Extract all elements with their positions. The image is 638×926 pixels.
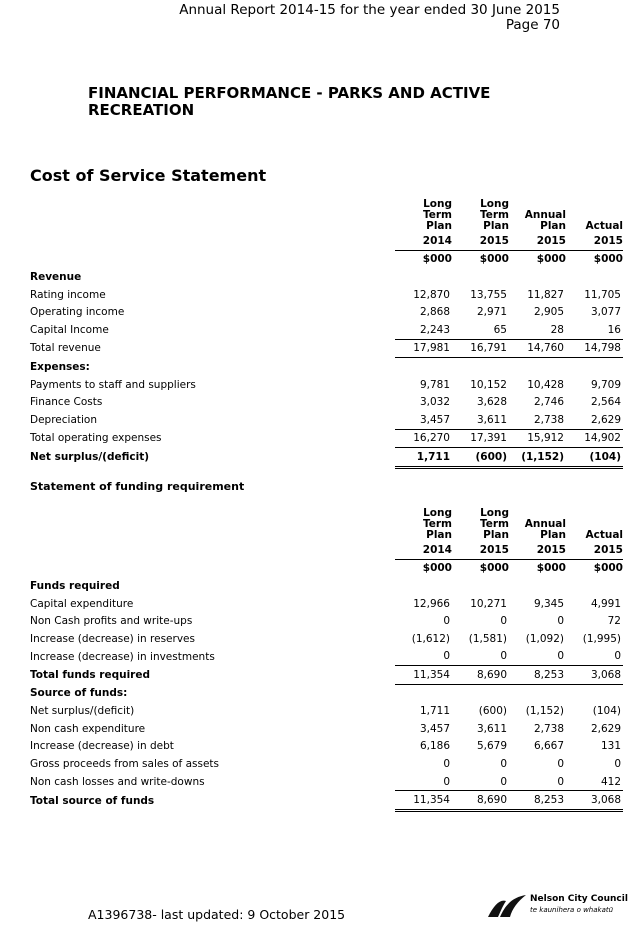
value-cell: 10,271 (470, 597, 507, 610)
value-cell: 3,611 (476, 722, 507, 735)
report-header (179, 3, 560, 33)
col-head-ltp-2014: Long Term Plan (422, 198, 452, 232)
value-cell: 28 (509, 321, 566, 339)
unit-cell: $000 (452, 250, 509, 268)
value-cell: (1,152) (509, 448, 566, 468)
row-label: Total revenue (30, 342, 101, 355)
value-cell: 412 (566, 773, 623, 791)
table-row (30, 702, 623, 720)
value-cell: 2,564 (590, 396, 621, 409)
value-cell: 15,912 (509, 429, 566, 448)
value-cell: 9,709 (590, 378, 621, 391)
row-label: Total source of funds (30, 794, 155, 807)
value-cell: 3,457 (395, 411, 452, 429)
total-source-of-funds-row (30, 791, 623, 811)
value-cell: 72 (607, 615, 621, 628)
value-cell: 3,032 (419, 396, 450, 409)
logo-name: Nelson City Council (530, 894, 628, 904)
year-cell: 2015 (509, 232, 566, 250)
value-cell: 3,068 (566, 666, 623, 685)
unit-cell: $000 (509, 559, 566, 577)
table-row (30, 411, 623, 429)
table-row (30, 376, 623, 394)
section-label: Source of funds: (30, 687, 128, 700)
value-cell: 0 (443, 615, 450, 628)
value-cell: 131 (600, 740, 621, 753)
value-cell: 65 (452, 321, 509, 339)
logo-tagline: te kaunihera o whakatū (530, 906, 614, 914)
value-cell: 5,679 (476, 740, 507, 753)
table-row (30, 286, 623, 304)
table-row (30, 393, 623, 411)
revenue-section-label (30, 268, 623, 286)
value-cell: 14,798 (566, 339, 623, 358)
table-row (30, 755, 623, 773)
document-footer: A1396738- last updated: 9 October 2015 (88, 907, 346, 922)
value-cell: 2,905 (533, 306, 564, 319)
unit-cell: $000 (566, 250, 623, 268)
table-row (30, 720, 623, 738)
col-head-actual: Actual (585, 529, 623, 541)
value-cell: 3,628 (476, 396, 507, 409)
column-header-row (30, 495, 623, 541)
value-cell: 10,428 (527, 378, 564, 391)
col-head-ltp-2014: Long Term Plan (422, 507, 452, 541)
value-cell: 1,711 (395, 448, 452, 468)
row-label: Payments to staff and suppliers (30, 378, 196, 391)
funding-requirement-table (30, 495, 623, 812)
row-label: Total funds required (30, 668, 150, 681)
section-label: Revenue (30, 270, 82, 283)
total-expenses-row (30, 429, 623, 448)
table-row (30, 648, 623, 666)
unit-cell: $000 (452, 559, 509, 577)
row-label: Increase (decrease) in reserves (30, 632, 195, 645)
value-cell: 0 (452, 773, 509, 791)
year-cell: 2015 (566, 232, 623, 250)
year-row (30, 541, 623, 559)
value-cell: 0 (557, 757, 564, 770)
value-cell: 2,629 (566, 411, 623, 429)
year-cell: 2014 (395, 232, 452, 250)
value-cell: 8,690 (452, 791, 509, 811)
net-surplus-row (30, 448, 623, 468)
value-cell: 2,971 (476, 306, 507, 319)
value-cell: 0 (557, 615, 564, 628)
source-of-funds-section-label (30, 684, 623, 702)
year-cell: 2015 (452, 232, 509, 250)
value-cell: 2,738 (533, 722, 564, 735)
value-cell: 14,760 (509, 339, 566, 358)
value-cell: 6,667 (533, 740, 564, 753)
row-label: Finance Costs (30, 396, 103, 409)
funds-required-section-label (30, 577, 623, 595)
unit-row (30, 250, 623, 268)
year-cell: 2015 (566, 541, 623, 559)
table-row (30, 612, 623, 630)
row-label: Total operating expenses (30, 432, 162, 445)
value-cell: 8,690 (452, 666, 509, 685)
year-cell: 2015 (452, 541, 509, 559)
value-cell: 3,077 (590, 306, 621, 319)
value-cell: 0 (452, 648, 509, 666)
row-label: Non Cash profits and write-ups (30, 615, 193, 628)
value-cell: 0 (500, 615, 507, 628)
value-cell: (1,995) (582, 632, 621, 645)
value-cell: 11,705 (584, 288, 621, 301)
value-cell: 3,611 (452, 411, 509, 429)
section-label: Funds required (30, 579, 120, 592)
col-head-annual-plan: Annual Plan (524, 209, 566, 232)
unit-cell: $000 (509, 250, 566, 268)
value-cell: 2,243 (395, 321, 452, 339)
value-cell: 0 (614, 757, 621, 770)
value-cell: 17,981 (395, 339, 452, 358)
value-cell: 9,781 (419, 378, 450, 391)
unit-row (30, 559, 623, 577)
value-cell: (600) (452, 448, 509, 468)
table-row (30, 738, 623, 756)
year-cell: 2014 (395, 541, 452, 559)
table-row (30, 773, 623, 791)
page-number: Page 70 (505, 17, 560, 33)
col-head-annual-plan: Annual Plan (524, 518, 566, 541)
value-cell: 4,991 (590, 597, 621, 610)
report-header-title: Annual Report 2014-15 for the year ended 30 June 2015 (179, 2, 560, 18)
value-cell: (1,612) (411, 632, 450, 645)
row-label: Rating income (30, 288, 106, 301)
value-cell: (104) (592, 705, 621, 718)
table-row (30, 303, 623, 321)
council-logo (486, 891, 626, 923)
value-cell: 2,629 (590, 722, 621, 735)
row-label: Non cash losses and write-downs (30, 775, 205, 788)
cost-of-service-heading: Cost of Service Statement (30, 166, 267, 185)
value-cell: 0 (566, 648, 623, 666)
value-cell: 13,755 (470, 288, 507, 301)
value-cell: 3,457 (419, 722, 450, 735)
council-logo-icon (486, 891, 528, 921)
value-cell: 16 (566, 321, 623, 339)
value-cell: 8,253 (509, 666, 566, 685)
table-row (30, 321, 623, 339)
row-label: Depreciation (30, 413, 97, 426)
value-cell: 0 (395, 648, 452, 666)
value-cell: 17,391 (452, 429, 509, 448)
unit-cell: $000 (566, 559, 623, 577)
value-cell: 3,068 (566, 791, 623, 811)
value-cell: (104) (566, 448, 623, 468)
row-label: Gross proceeds from sales of assets (30, 757, 220, 770)
col-head-actual: Actual (585, 220, 623, 232)
expenses-section-label (30, 358, 623, 376)
col-head-ltp-2015: Long Term Plan (479, 198, 509, 232)
row-label: Net surplus/(deficit) (30, 451, 150, 464)
table-row (30, 595, 623, 613)
value-cell: 0 (500, 757, 507, 770)
row-label: Increase (decrease) in investments (30, 650, 215, 663)
value-cell: 14,902 (566, 429, 623, 448)
value-cell: 8,253 (509, 791, 566, 811)
value-cell: 9,345 (533, 597, 564, 610)
row-label: Capital expenditure (30, 597, 134, 610)
value-cell: 11,354 (395, 791, 452, 811)
value-cell: 0 (509, 648, 566, 666)
col-head-ltp-2015: Long Term Plan (479, 507, 509, 541)
row-label: Operating income (30, 306, 125, 319)
table-row (30, 630, 623, 648)
column-header-row (30, 186, 623, 232)
value-cell: 2,746 (533, 396, 564, 409)
value-cell: (1,152) (525, 705, 564, 718)
value-cell: 1,711 (419, 705, 450, 718)
value-cell: (1,581) (468, 632, 507, 645)
row-label: Net surplus/(deficit) (30, 705, 135, 718)
value-cell: 2,868 (419, 306, 450, 319)
value-cell: 12,966 (413, 597, 450, 610)
value-cell: (1,092) (525, 632, 564, 645)
total-funds-required-row (30, 666, 623, 685)
value-cell: 0 (509, 773, 566, 791)
row-label: Increase (decrease) in debt (30, 740, 174, 753)
value-cell: 6,186 (419, 740, 450, 753)
value-cell: 11,354 (395, 666, 452, 685)
unit-cell: $000 (395, 559, 452, 577)
page-title: FINANCIAL PERFORMANCE - PARKS AND ACTIVE RECREATION (88, 84, 491, 119)
value-cell: 0 (395, 773, 452, 791)
value-cell: 0 (443, 757, 450, 770)
unit-cell: $000 (395, 250, 452, 268)
value-cell: 12,870 (413, 288, 450, 301)
value-cell: 10,152 (470, 378, 507, 391)
row-label: Capital Income (30, 324, 109, 337)
year-row (30, 232, 623, 250)
funding-requirement-heading: Statement of funding requirement (30, 480, 245, 493)
section-label: Expenses: (30, 360, 90, 373)
row-label: Non cash expenditure (30, 722, 146, 735)
value-cell: 16,270 (395, 429, 452, 448)
cost-of-service-table (30, 186, 623, 469)
value-cell: 2,738 (509, 411, 566, 429)
value-cell: 16,791 (452, 339, 509, 358)
value-cell: 11,827 (527, 288, 564, 301)
year-cell: 2015 (509, 541, 566, 559)
total-revenue-row (30, 339, 623, 358)
value-cell: (600) (478, 705, 507, 718)
